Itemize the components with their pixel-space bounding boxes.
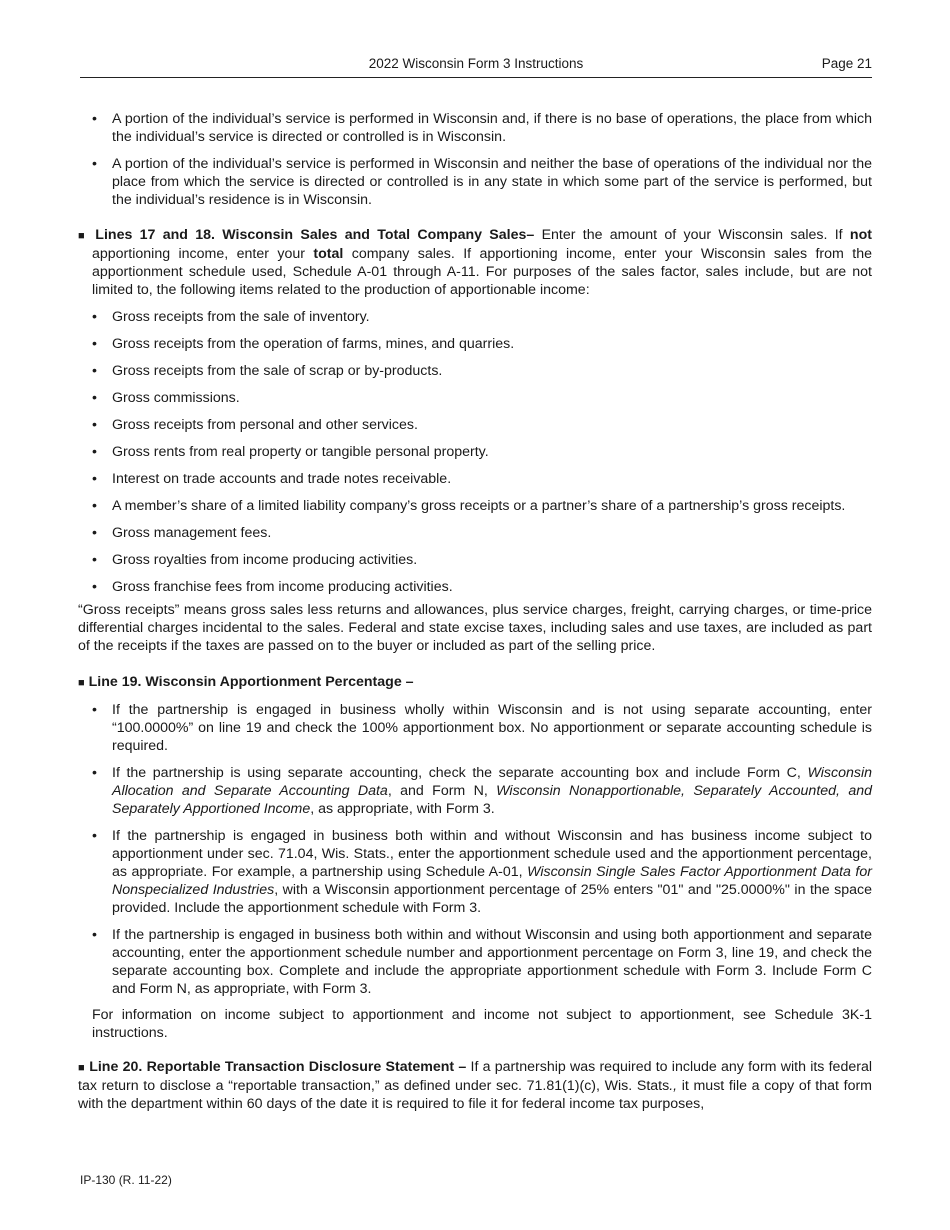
- line-19-list: [78, 701, 872, 998]
- list-item: • Gross receipts from the operation of farms, mines, and quarries.: [78, 335, 872, 353]
- section-marker: ■: [78, 230, 88, 242]
- line-20-section: ■ Line 20. Reportable Transaction Disclosure Statement – If a partnership was required to include any form with its federal tax return to disclose a “reportable transaction,” as defined under sec. 71.81(1)(c), Wis. Stats., it must file a copy of that form with the department within 60 days of the date it is required to file it for federal income tax purposes,: [78, 1059, 873, 1112]
- list-item: • A portion of the individual’s service is performed in Wisconsin and, if there is no base of operations, the place from which the individual’s service is directed or controlled is in Wisconsin.: [78, 110, 872, 146]
- list-item: • Interest on trade accounts and trade notes receivable.: [78, 470, 872, 488]
- apportionment-info-paragraph: For information on income subject to apportionment and income not subject to apportionment, see Schedule 3K-1 instructions.: [92, 1007, 872, 1041]
- page-number: Page 21: [821, 56, 872, 71]
- intro-list: [78, 110, 872, 209]
- list-item: • A member’s share of a limited liability company’s gross receipts or a partner’s share of a partnership’s gross receipts.: [78, 497, 872, 515]
- line-19-section: [78, 673, 872, 692]
- list-item: • If the partnership is engaged in business both within and without Wisconsin and using both apportionment and separate accounting, enter the apportionment schedule number and apportionment percentage on Form 3, line 19, and check the separate accounting box. Complete and include the appropriate apportionment schedule with Form 3. Include Form C and Form N, as appropriate, with Form 3.: [78, 926, 872, 998]
- list-item: • If the partnership is using separate accounting, check the separate accounting box and include Form C, Wisconsin Allocation and Separate Accounting Data, and Form N, Wisconsin Nonapportionable, Separately Accounted, and Separately Apportioned Income, as appropriate, with Form 3.: [78, 764, 872, 818]
- list-item: • Gross royalties from income producing activities.: [78, 551, 872, 569]
- gross-receipts-paragraph: “Gross receipts” means gross sales less returns and allowances, plus service charges, freight, carrying charges, or time-price differential charges incidental to the sales. Federal and state excise taxes, including sales and use taxes, are included as part of the receipts if the taxes are passed on to the buyer or included as part of the selling price.: [78, 602, 872, 654]
- list-item: • Gross receipts from the sale of inventory.: [78, 308, 872, 326]
- sales-items-list: [78, 308, 872, 596]
- list-item: • Gross management fees.: [78, 524, 872, 542]
- list-item: • Gross franchise fees from income producing activities.: [78, 578, 872, 596]
- section-heading: Line 20. Reportable Transaction Disclosure Statement –: [89, 1059, 467, 1075]
- section-marker: ■: [78, 1062, 85, 1074]
- lines-17-18-section: ■ Lines 17 and 18. Wisconsin Sales and Total Company Sales– Enter the amount of your Wisconsin sales. If not apportioning income, enter your total company sales. If apportioning income, enter your Wisconsin sales from the apportionment schedule used, Schedule A-01 through A-11. For purposes of the sales factor, sales include, but are not limited to, the following items related to the production of apportionable income:: [78, 227, 872, 298]
- page-header: [80, 55, 872, 78]
- list-item: • A portion of the individual’s service is performed in Wisconsin and neither the base of operations of the individual nor the place from which the service is directed or controlled is in any state in which some part of the service is performed, but the individual’s residence is in Wisconsin.: [78, 155, 872, 209]
- document-title: 2022 Wisconsin Form 3 Instructions: [368, 56, 584, 71]
- form-code-footer: IP-130 (R. 11-22): [80, 1173, 172, 1187]
- list-item: • If the partnership is engaged in business wholly within Wisconsin and is not using separate accounting, enter “100.0000%” on line 19 and check the 100% apportionment box. No apportionment or separate accounting schedule is required.: [78, 701, 872, 755]
- section-heading: Lines 17 and 18. Wisconsin Sales and Total Company Sales–: [95, 227, 535, 243]
- section-marker: ■: [78, 677, 85, 689]
- list-item: • Gross receipts from personal and other services.: [78, 416, 872, 434]
- list-item: • Gross commissions.: [78, 389, 872, 407]
- page-content: [78, 110, 872, 1113]
- section-heading: Line 19. Wisconsin Apportionment Percentage –: [88, 674, 414, 690]
- list-item: • Gross receipts from the sale of scrap or by-products.: [78, 362, 872, 380]
- list-item: • If the partnership is engaged in business both within and without Wisconsin and has business income subject to apportionment under sec. 71.04, Wis. Stats., enter the apportionment schedule used and the apportionment percentage, as appropriate. For example, a partnership using Schedule A-01, Wisconsin Single Sales Factor Apportionment Data for Nonspecialized Industries, with a Wisconsin apportionment percentage of 25% enters "01" and "25.0000%" in the space provided. Include the apportionment schedule with Form 3.: [78, 827, 872, 917]
- list-item: • Gross rents from real property or tangible personal property.: [78, 443, 872, 461]
